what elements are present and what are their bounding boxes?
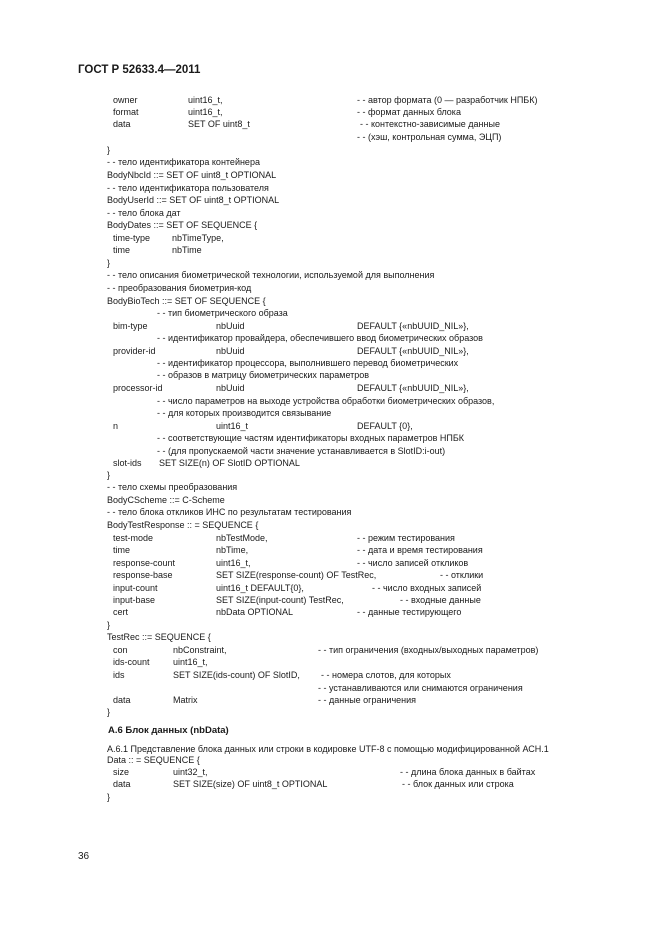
field-default: DEFAULT {«nbUUID_NIL»}, — [357, 346, 469, 356]
page-number: 36 — [78, 851, 90, 862]
field-type: SET SIZE(ids-count) OF SlotID, — [173, 670, 300, 680]
code-line: } — [107, 145, 111, 155]
field-name: n — [113, 421, 119, 431]
field-comment: - - отклики — [440, 570, 484, 580]
code-line: BodyUserId ::= SET OF uint8_t OPTIONAL — [107, 195, 280, 205]
field-comment: - - устанавливаются или снимаются ограничения — [318, 683, 523, 693]
code-line: Data :: = SEQUENCE { — [107, 755, 200, 765]
code-line: BodyBioTech ::= SET OF SEQUENCE { — [107, 296, 266, 306]
field-type: nbUuid — [216, 346, 245, 356]
field-type: SET SIZE(size) OF uint8_t OPTIONAL — [173, 779, 328, 789]
code-line: BodyDates ::= SET OF SEQUENCE { — [107, 220, 258, 230]
code-line: BodyCScheme ::= C-Scheme — [107, 495, 225, 505]
code-line: } — [107, 620, 111, 630]
field-default: DEFAULT {«nbUUID_NIL»}, — [357, 321, 469, 331]
field-comment: - - число записей откликов — [357, 558, 469, 568]
field-comment: - - длина блока данных в байтах — [400, 767, 536, 777]
code-line: } — [107, 470, 111, 480]
field-default: DEFAULT {0}, — [357, 421, 413, 431]
comment-line: - - тело описания биометрической технологии, используемой для выполнения — [107, 270, 435, 280]
field-comment: - - режим тестирования — [357, 533, 455, 543]
code-line: } — [107, 258, 111, 268]
field-type: uint16_t, — [173, 657, 208, 667]
field-name: data — [113, 779, 131, 789]
field-type: nbTime, — [216, 545, 249, 555]
field-type: uint16_t, — [188, 95, 223, 105]
field-comment: - - контекстно-зависимые данные — [360, 119, 500, 129]
comment-line: - - тело схемы преобразования — [107, 482, 238, 492]
comment-line: - - тело идентификатора контейнера — [107, 157, 260, 167]
field-comment: - - число входных записей — [372, 583, 482, 593]
paragraph: A.6.1 Представление блока данных или строки в кодировке UTF-8 с помощью модифицированной АСН.1 — [107, 744, 549, 754]
field-name: con — [113, 645, 128, 655]
field-name: ids-count — [113, 657, 150, 667]
comment-line: - - число параметров на выходе устройства обработки биометрических образов, — [157, 396, 495, 406]
field-name: response-count — [113, 558, 176, 568]
code-line: } — [107, 707, 111, 717]
field-name: time-type — [113, 233, 151, 243]
field-name: owner — [113, 95, 138, 105]
field-comment: - - дата и время тестирования — [357, 545, 483, 555]
field-type: SET OF uint8_t — [188, 119, 250, 129]
comment-line: - - тело блока дат — [107, 208, 181, 218]
field-type: uint32_t, — [173, 767, 208, 777]
field-default: DEFAULT {«nbUUID_NIL»}, — [357, 383, 469, 393]
field-comment: - - данные ограничения — [318, 695, 417, 705]
field-type: nbTestMode, — [216, 533, 268, 543]
comment-line: - - (для пропускаемой части значение устанавливается в SlotID:i-out) — [157, 446, 446, 456]
comment-line: - - образов в матрицу биометрических параметров — [157, 370, 370, 380]
section-heading: А.6 Блок данных (nbData) — [108, 725, 229, 736]
field-type: SET SIZE(n) OF SlotID OPTIONAL — [159, 458, 300, 468]
field-name: data — [113, 119, 131, 129]
field-type: uint16_t — [216, 421, 249, 431]
field-name: provider-id — [113, 346, 156, 356]
comment-line: - - для которых производится связывание — [157, 408, 332, 418]
field-type: SET SIZE(response-count) OF TestRec, — [216, 570, 377, 580]
field-type: Matrix — [173, 695, 198, 705]
field-comment: - - данные тестирующего — [357, 607, 462, 617]
field-type: nbTimeType, — [172, 233, 224, 243]
field-type: nbUuid — [216, 383, 245, 393]
code-line: TestRec ::= SEQUENCE { — [107, 632, 211, 642]
field-comment: - - формат данных блока — [357, 107, 461, 117]
field-comment: - - автор формата (0 — разработчик НПБК) — [357, 95, 538, 105]
comment-line: - - тело блока откликов ИНС по результатам тестирования — [107, 507, 352, 517]
comment-line: - - тип биометрического образа — [157, 308, 288, 318]
comment-line: - - тело идентификатора пользователя — [107, 183, 269, 193]
field-name: ids — [113, 670, 125, 680]
code-line: } — [107, 792, 111, 802]
field-type: uint16_t, — [216, 558, 251, 568]
field-type: nbTime — [172, 245, 202, 255]
field-name: data — [113, 695, 131, 705]
field-name: cert — [113, 607, 129, 617]
code-line: BodyNbcId ::= SET OF uint8_t OPTIONAL — [107, 170, 277, 180]
document-header: ГОСТ Р 52633.4—2011 — [78, 64, 201, 76]
field-name: slot-ids — [113, 458, 142, 468]
comment-line: - - преобразования биометрия-код — [107, 283, 252, 293]
field-type: uint16_t, — [188, 107, 223, 117]
field-comment: - - входные данные — [400, 595, 481, 605]
comment-line: - - идентификатор провайдера, обеспечившего ввод биометрических образов — [157, 333, 483, 343]
field-name: time — [113, 545, 131, 555]
comment-line: - - идентификатор процессора, выполнившего перевод биометрических — [157, 358, 459, 368]
field-type: nbUuid — [216, 321, 245, 331]
field-name: processor-id — [113, 383, 163, 393]
comment-line: - - соответствующие частям идентификаторы входных параметров НПБК — [157, 433, 464, 443]
field-type: SET SIZE(input-count) TestRec, — [216, 595, 344, 605]
field-name: bim-type — [113, 321, 148, 331]
field-name: format — [113, 107, 139, 117]
field-comment: - - блок данных или строка — [402, 779, 514, 789]
field-type: nbData OPTIONAL — [216, 607, 294, 617]
code-line: BodyTestResponse :: = SEQUENCE { — [107, 520, 259, 530]
field-comment: - - (хэш, контрольная сумма, ЭЦП) — [357, 132, 502, 142]
field-name: size — [113, 767, 130, 777]
field-name: time — [113, 245, 131, 255]
field-type: nbConstraint, — [173, 645, 227, 655]
field-name: input-count — [113, 583, 158, 593]
field-name: input-base — [113, 595, 156, 605]
field-comment: - - номера слотов, для которых — [321, 670, 451, 680]
field-name: test-mode — [113, 533, 154, 543]
field-name: response-base — [113, 570, 173, 580]
field-comment: - - тип ограничения (входных/выходных параметров) — [318, 645, 539, 655]
field-type: uint16_t DEFAULT{0}, — [216, 583, 304, 593]
